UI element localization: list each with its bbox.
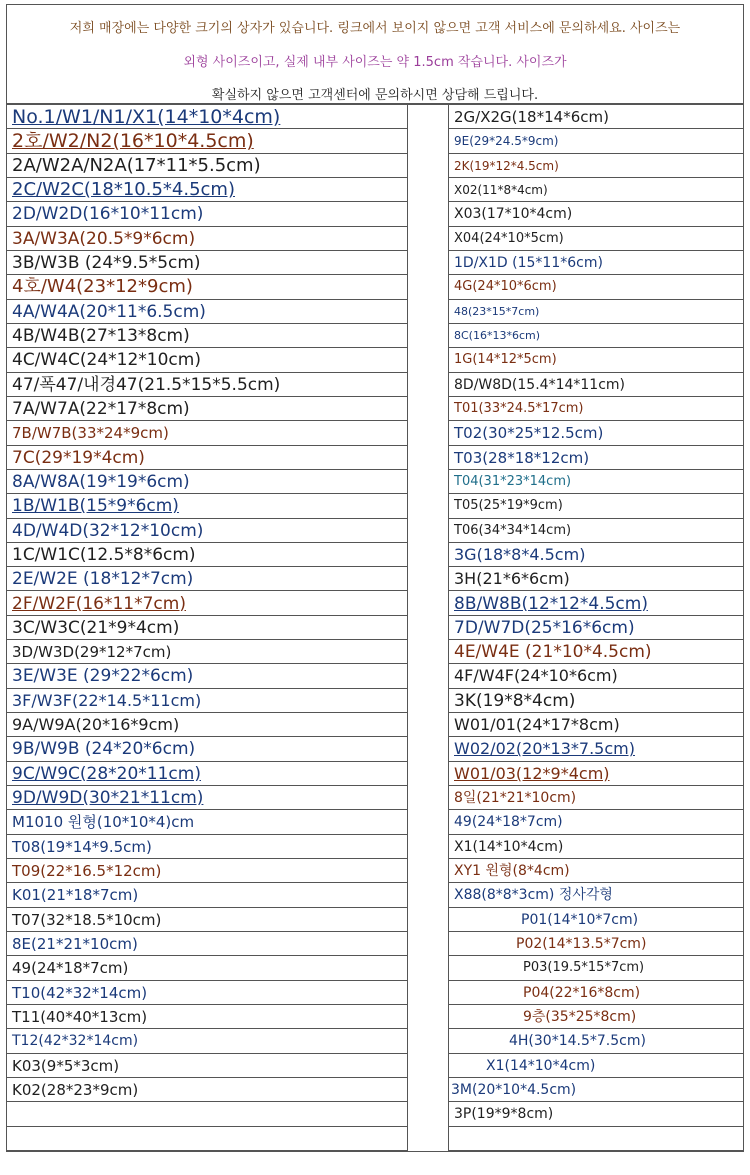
- size-row: [449, 348, 743, 372]
- size-label: 8A/W8A(19*19*6cm): [12, 471, 190, 492]
- size-row: [449, 1102, 743, 1126]
- size-row: [449, 883, 743, 907]
- column-divider: [407, 105, 449, 1151]
- size-row: [7, 421, 407, 445]
- size-row: [449, 300, 743, 324]
- size-row: [7, 592, 407, 616]
- size-row: [449, 324, 743, 348]
- size-row: [7, 373, 407, 397]
- size-row: [449, 251, 743, 275]
- size-label: T04(31*23*14cm): [454, 473, 572, 489]
- size-row: [449, 543, 743, 567]
- size-label: 2E/W2E (18*12*7cm): [12, 569, 194, 590]
- size-row: [7, 275, 407, 299]
- size-row: [7, 786, 407, 810]
- size-row: [449, 494, 743, 518]
- size-label: 2A/W2A/N2A(17*11*5.5cm): [12, 154, 261, 176]
- size-label: 1G(14*12*5cm): [454, 352, 557, 368]
- size-row: [7, 1078, 407, 1102]
- size-label: T11(40*40*13cm): [12, 1008, 148, 1027]
- size-label: 1C/W1C(12.5*8*6cm): [12, 544, 196, 565]
- size-row: [7, 251, 407, 275]
- size-row: [7, 202, 407, 226]
- size-label: 9E(29*24.5*9cm): [454, 134, 559, 149]
- size-label: X1(14*10*4cm): [486, 1057, 596, 1074]
- size-row: [7, 1029, 407, 1053]
- size-row: [7, 446, 407, 470]
- size-row: [449, 908, 743, 932]
- size-label: T03(28*18*12cm): [454, 448, 590, 467]
- size-row: [449, 129, 743, 153]
- size-row: [7, 567, 407, 591]
- size-label: T08(19*14*9.5cm): [12, 837, 152, 856]
- size-label: 4H(30*14.5*7.5cm): [509, 1033, 646, 1050]
- size-label: T10(42*32*14cm): [12, 983, 148, 1002]
- size-label: 9B/W9B (24*20*6cm): [12, 739, 196, 760]
- size-label: 48(23*15*7cm): [454, 304, 540, 318]
- size-label: 3E/W3E (29*22*6cm): [12, 666, 194, 687]
- size-row: [7, 324, 407, 348]
- size-label: 4F/W4F(24*10*6cm): [454, 666, 618, 686]
- size-label: 7D/W7D(25*16*6cm): [454, 617, 635, 638]
- size-label: 3D/W3D(29*12*7cm): [12, 643, 172, 662]
- size-label: 8E(21*21*10cm): [12, 935, 138, 954]
- size-row: [7, 616, 407, 640]
- size-label: P03(19.5*15*7cm): [523, 960, 645, 976]
- size-label: W01/03(12*9*4cm): [454, 763, 610, 783]
- size-row: [449, 397, 743, 421]
- size-label: X88(8*8*3cm) 정사각형: [454, 887, 613, 904]
- size-row: [7, 227, 407, 251]
- size-row: [7, 1005, 407, 1029]
- size-row: [7, 519, 407, 543]
- size-label: 3K(19*8*4cm): [454, 690, 576, 711]
- size-label: T12(42*32*14cm): [12, 1033, 139, 1050]
- size-label: 8일(21*21*10cm): [454, 790, 577, 807]
- size-label: 3H(21*6*6cm): [454, 569, 570, 589]
- size-label: 9D/W9D(30*21*11cm): [12, 788, 204, 809]
- size-label: 4C/W4C(24*12*10cm): [12, 350, 201, 371]
- size-label: P01(14*10*7cm): [521, 911, 639, 928]
- size-label: 3C/W3C(21*9*4cm): [12, 617, 180, 638]
- notice-line-3: 확실하지 않으면 고객센터에 문의하시면 상담해 드립니다.: [211, 88, 539, 103]
- size-label: 4B/W4B(27*13*8cm): [12, 325, 190, 346]
- size-row: [449, 1078, 743, 1102]
- size-label: 3G(18*8*4.5cm): [454, 544, 586, 564]
- size-label: XY1 원형(8*4cm): [454, 863, 570, 880]
- size-row: [7, 470, 407, 494]
- size-label: 2G/X2G(18*14*6cm): [454, 108, 609, 126]
- size-row: [7, 883, 407, 907]
- size-row: [7, 664, 407, 688]
- size-row: [449, 446, 743, 470]
- size-label: No.1/W1/N1/X1(14*10*4cm): [12, 106, 281, 128]
- size-label: 7A/W7A(22*17*8cm): [12, 398, 190, 419]
- size-row: [449, 981, 743, 1005]
- size-row: [7, 956, 407, 980]
- size-label: 4D/W4D(32*12*10cm): [12, 520, 204, 541]
- size-label: 3F/W3F(22*14.5*11cm): [12, 690, 202, 710]
- size-label: K03(9*5*3cm): [12, 1056, 120, 1075]
- size-row: [449, 567, 743, 591]
- size-label: 1B/W1B(15*9*6cm): [12, 496, 179, 517]
- notice-line-1: 저희 매장에는 다양한 크기의 상자가 있습니다. 링크에서 보이지 않으면 고객 서비스에 문의하세요. 사이즈는: [69, 21, 681, 36]
- size-row: [7, 689, 407, 713]
- size-label: 2K(19*12*4.5cm): [454, 158, 559, 173]
- size-row: [7, 494, 407, 518]
- size-label: P04(22*16*8cm): [523, 984, 641, 1001]
- size-row: [449, 640, 743, 664]
- size-row: [7, 1102, 407, 1126]
- size-label: 47/폭47/내경47(21.5*15*5.5cm): [12, 374, 281, 395]
- size-label: 9A/W9A(20*16*9cm): [12, 715, 180, 735]
- size-row: [7, 1054, 407, 1078]
- size-row: [7, 835, 407, 859]
- size-label: T01(33*24.5*17cm): [454, 400, 584, 416]
- size-label: 4G(24*10*6cm): [454, 279, 557, 295]
- size-row: [449, 737, 743, 761]
- size-row: [449, 956, 743, 980]
- size-notice: [6, 4, 744, 104]
- size-label: 8B/W8B(12*12*4.5cm): [454, 593, 648, 614]
- right-size-column: [449, 105, 743, 1151]
- size-label: T05(25*19*9cm): [454, 498, 563, 514]
- size-row: [449, 1127, 743, 1151]
- size-row: [449, 227, 743, 251]
- size-row: [7, 1127, 407, 1151]
- size-label: 8C(16*13*6cm): [454, 328, 541, 342]
- size-label: 4A/W4A(20*11*6.5cm): [12, 301, 206, 322]
- size-row: [449, 786, 743, 810]
- size-label: 9층(35*25*8cm): [523, 1009, 637, 1026]
- size-row: [7, 762, 407, 786]
- size-row: [7, 737, 407, 761]
- size-row: [449, 859, 743, 883]
- size-row: [7, 932, 407, 956]
- size-row: [7, 154, 407, 178]
- size-row: [449, 810, 743, 834]
- size-row: [7, 105, 407, 129]
- size-label: X02(11*8*4cm): [454, 182, 548, 197]
- size-row: [7, 640, 407, 664]
- size-row: [7, 543, 407, 567]
- size-row: [449, 762, 743, 786]
- size-label: X03(17*10*4cm): [454, 206, 573, 223]
- size-row: [7, 348, 407, 372]
- size-row: [449, 1029, 743, 1053]
- size-label: K02(28*23*9cm): [12, 1081, 139, 1100]
- size-label: M1010 원형(10*10*4)cm: [12, 813, 195, 832]
- size-label: 2F/W2F(16*11*7cm): [12, 593, 186, 614]
- size-label: 8D/W8D(15.4*14*11cm): [454, 376, 625, 393]
- size-label: K01(21*18*7cm): [12, 886, 139, 905]
- size-row: [449, 689, 743, 713]
- size-label: X04(24*10*5cm): [454, 230, 564, 246]
- size-row: [449, 664, 743, 688]
- size-row: [449, 178, 743, 202]
- size-label: 2C/W2C(18*10.5*4.5cm): [12, 178, 235, 200]
- size-label: P02(14*13.5*7cm): [516, 936, 647, 953]
- size-row: [7, 810, 407, 834]
- size-label: 9C/W9C(28*20*11cm): [12, 763, 201, 784]
- box-size-table: [6, 104, 744, 1152]
- size-row: [449, 835, 743, 859]
- size-row: [7, 129, 407, 153]
- size-label: 3M(20*10*4.5cm): [451, 1082, 577, 1099]
- size-label: 7C(29*19*4cm): [12, 447, 145, 468]
- size-label: W01/01(24*17*8cm): [454, 715, 620, 735]
- size-row: [449, 105, 743, 129]
- size-row: [449, 616, 743, 640]
- size-label: 3B/W3B (24*9.5*5cm): [12, 252, 201, 273]
- notice-line-2: 외형 사이즈이고, 실제 내부 사이즈는 약 1.5cm 작습니다. 사이즈가: [183, 55, 567, 70]
- size-label: X1(14*10*4cm): [454, 838, 564, 855]
- size-row: [449, 470, 743, 494]
- size-row: [7, 178, 407, 202]
- size-row: [7, 981, 407, 1005]
- size-row: [449, 592, 743, 616]
- left-size-column: [7, 105, 407, 1151]
- size-row: [7, 300, 407, 324]
- size-row: [449, 713, 743, 737]
- size-label: T09(22*16.5*12cm): [12, 862, 162, 881]
- size-label: 49(24*18*7cm): [12, 959, 129, 978]
- size-label: T02(30*25*12.5cm): [454, 424, 604, 443]
- size-row: [7, 908, 407, 932]
- size-row: [7, 713, 407, 737]
- size-row: [449, 373, 743, 397]
- size-row: [449, 202, 743, 226]
- size-label: 3P(19*9*8cm): [454, 1106, 554, 1123]
- size-label: 49(24*18*7cm): [454, 814, 563, 831]
- size-label: 2호/W2/N2(16*10*4.5cm): [12, 130, 254, 153]
- size-row: [449, 1054, 743, 1078]
- size-row: [449, 519, 743, 543]
- size-label: 4호/W4(23*12*9cm): [12, 276, 193, 298]
- size-label: 7B/W7B(33*24*9cm): [12, 424, 169, 443]
- size-row: [449, 932, 743, 956]
- size-label: T07(32*18.5*10cm): [12, 910, 162, 929]
- size-row: [7, 859, 407, 883]
- size-row: [449, 421, 743, 445]
- size-row: [449, 154, 743, 178]
- size-label: 4E/W4E (21*10*4.5cm): [454, 642, 652, 663]
- size-label: T06(34*34*14cm): [454, 522, 572, 538]
- size-label: 1D/X1D (15*11*6cm): [454, 254, 603, 271]
- size-row: [449, 275, 743, 299]
- size-label: 2D/W2D(16*10*11cm): [12, 204, 204, 225]
- size-label: W02/02(20*13*7.5cm): [454, 739, 635, 759]
- size-row: [449, 1005, 743, 1029]
- size-row: [7, 397, 407, 421]
- size-label: 3A/W3A(20.5*9*6cm): [12, 228, 196, 249]
